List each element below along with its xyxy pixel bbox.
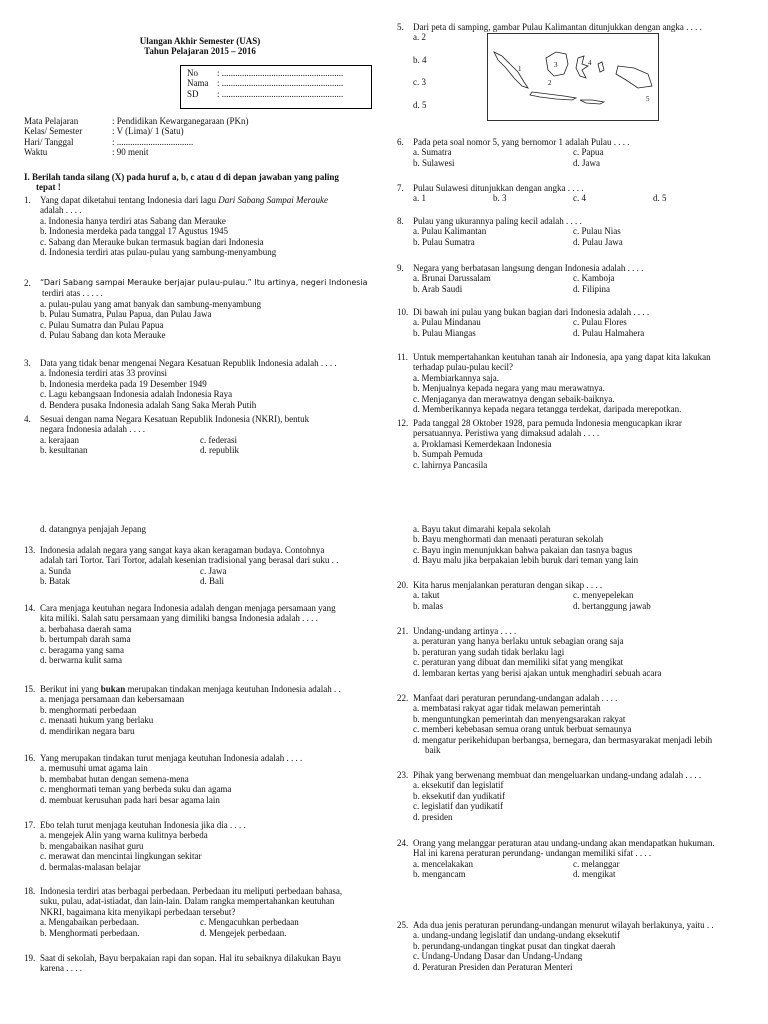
question-5: 5. Dari peta di samping, gambar Pulau Kalimantan ditunjukkan dengan angka . . . . a. 2 b. 4 c. 3 d. 5: [397, 22, 757, 110]
option[interactable]: d. lembaran kertas yang berisi ajakan untuk menghadiri sebuah acara: [413, 667, 662, 678]
question-17: 17. Ebo telah turut menjaga keutuhan Indonesia jika dia . . . . a. mengejek Alin yang warna kulitnya berbeda b. mengabaikan nasihat guru c. merawat dan mencintai lingkungan sekitar d. bermalas-malasan belajar: [24, 820, 384, 872]
nama-field[interactable]: : ......................................................: [217, 78, 344, 89]
option[interactable]: a. mencelakakan: [413, 858, 473, 869]
option[interactable]: c. peraturan yang dibuat dan memiliki sifat yang mengikat: [413, 657, 624, 668]
option[interactable]: c. memberi kebebasan semua orang untuk berbuat semaunya: [413, 724, 632, 735]
sd-field[interactable]: : ......................................................: [217, 88, 344, 99]
option[interactable]: a. Mengabaikan perbedaan.: [40, 917, 139, 928]
option[interactable]: b. Menjualnya kepada negara yang mau merawatnya.: [413, 383, 605, 394]
map-label-4: 4: [588, 59, 592, 67]
option[interactable]: d. membuat kerusuhan pada hari besar agama lain: [40, 794, 220, 805]
option[interactable]: b. Pulau Sumatra: [413, 236, 475, 247]
id-row-sd: SD : ......................................................: [187, 88, 344, 99]
option[interactable]: a. Bayu takut dimarahi kepala sekolah: [413, 524, 551, 534]
option[interactable]: b. Menghormati perbedaan.: [40, 927, 140, 938]
option[interactable]: d. bermalas-malasan belajar: [40, 861, 141, 872]
option[interactable]: d. Filipina: [573, 283, 611, 294]
question-15: 15. Berikut ini yang bukan merupakan tindakan menjaga keutuhan Indonesia adalah . . a. menjaga persamaan dan kebersamaan b. menghormati perbedaan c. menaati hukum yang berlaku d. mendirikan negara baru: [24, 684, 384, 736]
option[interactable]: b. malas: [413, 600, 443, 611]
indonesia-map-svg: [488, 34, 658, 120]
question-24: 24. Orang yang melanggar peraturan atau undang-undang akan mendapatkan hukuman. Hal ini karena peraturan perundang- undangan memiliki sifat . . . . a. mencelakakan c. melanggar b. mengancam d. mengikat: [397, 838, 757, 880]
option[interactable]: d. 5: [413, 99, 427, 110]
option[interactable]: c. Jawa: [200, 565, 227, 576]
id-row-nama: Nama : ......................................................: [187, 78, 344, 89]
option[interactable]: d. Peraturan Presiden dan Peraturan Menteri: [413, 961, 573, 972]
option[interactable]: c. Undang-Undang Dasar dan Undang-Undang: [413, 951, 583, 962]
title-line-1: Ulangan Akhir Semester (UAS): [139, 36, 261, 46]
option[interactable]: d. Bendera pusaka Indonesia adalah Sang Saka Merah Putih: [40, 399, 257, 410]
option[interactable]: b. mengabaikan nasihat guru: [40, 840, 144, 851]
option[interactable]: d. Jawa: [573, 157, 600, 168]
question-23: 23. Pihak yang berwenang membuat dan mengeluarkan undang-undang adalah . . . . a. eksekutif dan legislatif b. eksekutif dan yudikatif c. legislatif dan yudikatif d. presiden: [397, 770, 757, 822]
option[interactable]: c. federasi: [200, 434, 237, 445]
option-continuation: baik: [425, 745, 441, 756]
option[interactable]: c. Pulau Sumatra dan Pulau Papua: [40, 319, 164, 330]
option[interactable]: c. legislatif dan yudikatif: [413, 801, 503, 812]
option[interactable]: d. Indonesia terdiri atas pulau-pulau yang sambung-menyambung: [40, 247, 277, 258]
option[interactable]: d. bertanggung jawab: [573, 600, 651, 611]
option[interactable]: b. Arab Saudi: [413, 283, 463, 294]
option[interactable]: a. menjaga persamaan dan kebersamaan: [40, 694, 185, 705]
option[interactable]: a. Pulau Kalimantan: [413, 226, 487, 237]
option[interactable]: b. Indonesia merdeka pada tanggal 17 Agustus 1945: [40, 226, 228, 237]
option[interactable]: a. eksekutif dan legislatif: [413, 780, 504, 791]
option[interactable]: d. Mengejek perbedaan.: [200, 927, 287, 938]
option[interactable]: a. Pulau Mindanau: [413, 317, 481, 328]
option[interactable]: a. 1: [413, 193, 426, 204]
option[interactable]: d. Pulau Halmahera: [573, 327, 645, 338]
option[interactable]: d. mengikat: [573, 869, 616, 880]
option[interactable]: a. Membiarkannya saja.: [413, 372, 499, 383]
question-19-options: [397, 524, 757, 566]
map-label-5: 5: [646, 95, 650, 103]
option[interactable]: b. Batak: [40, 576, 70, 587]
option[interactable]: d. Bayu malu jika berpakaian lebih buruk dari teman yang lain: [413, 555, 639, 566]
option[interactable]: a. Indonesia hanya terdiri atas Sabang dan Merauke: [40, 215, 226, 226]
question-4: 4. Sesuai dengan nama Negara Kesatuan Republik Indonesia (NKRI), bentuk negara Indonesia adalah . . . . a. kerajaan c. federasi b. kesultanan d. republik: [24, 414, 374, 456]
option[interactable]: c. 3: [413, 77, 426, 88]
info-block: Mata Pelajaran : Pendidikan Kewarganegaraan (PKn) Kelas/ Semester : V (Lima)/ 1 (Satu) Hari/ Tanggal : .................................. Waktu : 90 menit: [24, 116, 249, 158]
option[interactable]: c. menyepelekan: [573, 590, 634, 601]
option[interactable]: b. perundang-undangan tingkat pusat dan tingkat daerah: [413, 940, 616, 951]
option[interactable]: a. Indonesia terdiri atas 33 provinsi: [40, 368, 167, 379]
question-1: 1. Yang dapat diketahui tentang Indonesia dari lagu Dari Sabang Sampai Merauke adalah . . . . a. Indonesia hanya terdiri atas Sabang dan Merauke b. Indonesia merdeka pada tanggal 17 Agustus 1945 c. Sabang dan Merauke bukan termasuk bagian dari Indonesia d. Indonesia terdiri atas pulau-pulau yang sambung-menyambung: [24, 195, 374, 257]
option[interactable]: b. 4: [413, 54, 427, 65]
option[interactable]: c. 4: [573, 193, 586, 204]
option[interactable]: a. Brunai Darussalam: [413, 273, 491, 284]
option[interactable]: d. Pulau Jawa: [573, 236, 623, 247]
option[interactable]: b. Pulau Sumatra, Pulau Papua, dan Pulau Jawa: [40, 309, 212, 320]
option[interactable]: b. menghormati perbedaan: [40, 704, 137, 715]
exam-title: [120, 36, 280, 57]
option[interactable]: a. memusuhi umat agama lain: [40, 763, 148, 774]
indonesia-map: [487, 33, 659, 121]
option[interactable]: a. Sunda: [40, 565, 71, 576]
option[interactable]: d. presiden: [413, 811, 453, 822]
option[interactable]: b. Pulau Miangas: [413, 327, 476, 338]
option[interactable]: a. undang-undang legislatif dan undang-undang eksekutif: [413, 930, 620, 941]
question-16: 16. Yang merupakan tindakan turut menjaga keutuhan Indonesia adalah . . . . a. memusuhi umat agama lain b. membabat hutan dengan semena-mena c. menghormati teman yang berbeda suku dan agama d. membuat kerusuhan pada hari besar agama lain: [24, 753, 384, 805]
option[interactable]: c. Papua: [573, 147, 604, 158]
option[interactable]: d. Memberikannya kepada negara tetangga terdekat, daripada merepotkan.: [413, 404, 682, 415]
option[interactable]: a. Proklamasi Kemerdekaan Indonesia: [413, 438, 552, 449]
option[interactable]: d. 5: [653, 193, 667, 204]
option[interactable]: d. mendirikan negara baru: [40, 725, 135, 736]
option[interactable]: c. Bayu ingin menunjukkan bahwa pakaian dan tasnya bagus: [413, 544, 633, 555]
option[interactable]: b. 3: [493, 193, 507, 204]
option[interactable]: b. Bayu menghormati dan menaati peraturan sekolah: [413, 534, 604, 545]
title-line-2: Tahun Pelajaran 2015 – 2016: [144, 46, 256, 57]
question-3: 3. Data yang tidak benar mengenai Negara Kesatuan Republik Indonesia adalah . . . . a. Indonesia terdiri atas 33 provinsi b. Indonesia merdeka pada 19 Desember 1949 c. Lagu kebangsaan Indonesia adalah Indonesia Raya d. Bendera pusaka Indonesia adalah Sang Saka Merah Putih: [24, 358, 374, 410]
option[interactable]: d. mengatur perikehidupan berbangsa, bernegara, dan bermasyarakat menjadi lebih: [413, 734, 713, 745]
option[interactable]: a. mengejek Alin yang warna kulitnya berbeda: [40, 830, 208, 841]
option[interactable]: c. beragama yang sama: [40, 644, 124, 655]
option[interactable]: c. Lagu kebangsaan Indonesia adalah Indonesia Raya: [40, 389, 233, 400]
question-14: 14. Cara menjaga keutuhan negara Indonesia adalah dengan menjaga persamaan yang kita miliki. Salah satu persamaan yang dimiliki bangsa Indonesia adalah . . . . a. berbahasa daerah sama b. bertumpah darah sama c. beragama yang sama d. berwarna kulit sama: [24, 603, 384, 665]
option[interactable]: a. pulau-pulau yang amat banyak dan sambung-menyambung: [40, 298, 262, 309]
question-11: 11. Untuk mempertahankan keutuhan tanah air Indonesia, apa yang dapat kita lakukan terhadap pulau-pulau kecil? a. Membiarkannya saja. b. Menjualnya kepada negara yang mau merawatnya. c. Menjaganya dan merawatnya dengan sebaik-baiknya. d. Memberikannya kepada negara tetangga terdekat, daripada merepotkan.: [397, 352, 757, 414]
option[interactable]: a. berbahasa daerah sama: [40, 623, 132, 634]
question-18: 18. Indonesia terdiri atas berbagai perbedaan. Perbedaan itu meliputi perbedaan bahasa, suku, pulau, adat-istiadat, dan lain-lain. Dalam rangka mempertahankan keutuhan NKRI, bagaimana kita menyikapi perbedaan tersebut? a. Mengabaikan perbedaan. c. Mengacuhkan perbedaan b. Menghormati perbedaan. d. Mengejek perbedaan.: [24, 886, 384, 938]
map-label-3: 3: [554, 61, 558, 69]
option[interactable]: c. Pulau Flores: [573, 317, 627, 328]
question-13: 13. Indonesia adalah negara yang sangat kaya akan keragaman budaya. Contohnya adalah tari Tortor. Tari Tortor, adalah kesenian tradisional yang berasal dari suku . . a. Sunda c. Jawa b. Batak d. Bali: [24, 545, 384, 587]
question-20: 20. Kita harus menjalankan peraturan dengan sikap . . . . a. takut c. menyepelekan b. malas d. bertanggung jawab: [397, 580, 757, 611]
section-instruction: I. Berilah tanda silang (X) pada huruf a, b, c atau d di depan jawaban yang paling tepat !: [24, 172, 339, 193]
option[interactable]: c. lahirnya Pancasila: [413, 459, 488, 470]
option[interactable]: c. Menjaganya dan merawatnya dengan sebaik-baiknya.: [413, 393, 615, 404]
option[interactable]: a. kerajaan: [40, 434, 79, 445]
option[interactable]: b. peraturan yang sudah tidak berlaku lagi: [413, 646, 565, 657]
question-7: 7. Pulau Sulawesi ditunjukkan dengan angka . . . . a. 1 b. 3 c. 4 d. 5: [397, 183, 757, 204]
option[interactable]: d. Bali: [200, 576, 224, 587]
option[interactable]: b. menguntungkan pemerintah dan menyengsarakan rakyat: [413, 713, 626, 724]
option[interactable]: c. Kamboja: [573, 273, 615, 284]
identity-box: [180, 65, 372, 109]
option[interactable]: b. kesultanan: [40, 445, 88, 456]
option[interactable]: a. membatasi rakyat agar tidak melawan pemerintah: [413, 703, 601, 714]
question-21: 21. Undang-undang artinya . . . . a. peraturan yang hanya berlaku untuk sebagian orang saja b. peraturan yang sudah tidak berlaku lagi c. peraturan yang dibuat dan memiliki sifat yang mengikat d. lembaran kertas yang berisi ajakan untuk menghadiri sebuah acara: [397, 626, 757, 678]
question-22: 22. Manfaat dari peraturan perundang-undangan adalah . . . . a. membatasi rakyat agar tidak melawan pemerintah b. menguntungkan pemerintah dan menyengsarakan rakyat c. memberi kebebasan semua orang untuk berbuat semaunya d. mengatur perikehidupan berbangsa, bernegara, dan bermasyarakat menjadi lebih baik: [397, 693, 757, 755]
question-6: 6. Pada peta soal nomor 5, yang bernomor 1 adalah Pulau . . . . a. Sumatra c. Papua b. Sulawesi d. Jawa: [397, 137, 757, 168]
option[interactable]: a. peraturan yang hanya berlaku untuk sebagian orang saja: [413, 636, 624, 647]
option[interactable]: c. merawat dan mencintai lingkungan sekitar: [40, 851, 202, 862]
option[interactable]: c. Pulau Nias: [573, 226, 621, 237]
question-9: 9. Negara yang berbatasan langsung dengan Indonesia adalah . . . . a. Brunai Darussalam c. Kamboja b. Arab Saudi d. Filipina: [397, 263, 757, 294]
option[interactable]: b. eksekutif dan yudikatif: [413, 790, 505, 801]
option[interactable]: b. Indonesia merdeka pada 19 Desember 1949: [40, 378, 207, 389]
option[interactable]: d. Pulau Sabang dan kota Merauke: [40, 330, 166, 341]
option[interactable]: b. mengancam: [413, 869, 466, 880]
map-label-1: 1: [518, 65, 522, 73]
option[interactable]: a. takut: [413, 590, 440, 601]
option[interactable]: b. bertumpah darah sama: [40, 634, 131, 645]
option[interactable]: a. Sumatra: [413, 147, 452, 158]
question-12-option-d[interactable]: d. datangnya penjajah Jepang: [40, 524, 146, 534]
option[interactable]: b. membabat hutan dengan semena-mena: [40, 773, 189, 784]
question-2: 2. “Dari Sabang sampai Merauke berjajar pulau-pulau.” Itu artinya, negeri Indonesia terdiri atas . . . . . a. pulau-pulau yang amat banyak dan sambung-menyambung b. Pulau Sumatra, Pulau Papua, dan Pulau Jawa c. Pulau Sumatra dan Pulau Papua d. Pulau Sabang dan kota Merauke: [24, 278, 374, 340]
map-label-2: 2: [548, 79, 552, 87]
option[interactable]: c. Sabang dan Merauke bukan termasuk bagian dari Indonesia: [40, 236, 264, 247]
question-10: 10. Di bawah ini pulau yang bukan bagian dari Indonesia adalah . . . . a. Pulau Mindanau c. Pulau Flores b. Pulau Miangas d. Pulau Halmahera: [397, 307, 757, 338]
option[interactable]: a. 2: [413, 32, 426, 43]
question-8: 8. Pulau yang ukurannya paling kecil adalah . . . . a. Pulau Kalimantan c. Pulau Nias b. Pulau Sumatra d. Pulau Jawa: [397, 216, 757, 247]
option[interactable]: c. menaati hukum yang berlaku: [40, 715, 154, 726]
option[interactable]: c. menghormati teman yang berbeda suku dan agama: [40, 784, 232, 795]
option[interactable]: b. Sulawesi: [413, 157, 455, 168]
id-row-no: No : ......................................................: [187, 68, 344, 78]
question-19: 19. Saat di sekolah, Bayu berpakaian rapi dan sopan. Hal itu sebaiknya dilakukan Bayu karena . . . .: [24, 953, 341, 974]
option[interactable]: d. berwarna kulit sama: [40, 655, 122, 666]
no-field[interactable]: : ......................................................: [217, 68, 344, 78]
option[interactable]: d. republik: [200, 445, 239, 456]
question-12: 12. Pada tanggal 28 Oktober 1928, para pemuda Indonesia mengucapkan ikrar persatuannya. Peristiwa yang dimaksud adalah . . . . a. Proklamasi Kemerdekaan Indonesia b. Sumpah Pemuda c. lahirnya Pancasila: [397, 418, 757, 470]
question-25: 25. Ada dua jenis peraturan perundang-undangan menurut wilayah berlakunya, yaitu . . a. undang-undang legislatif dan undang-undang eksekutif b. perundang-undangan tingkat pusat dan tingkat daerah c. Undang-Undang Dasar dan Undang-Undang d. Peraturan Presiden dan Peraturan Menteri: [397, 920, 757, 972]
option[interactable]: c. melanggar: [573, 858, 620, 869]
option[interactable]: b. Sumpah Pemuda: [413, 449, 483, 460]
option[interactable]: c. Mengacuhkan perbedaan: [200, 917, 299, 928]
